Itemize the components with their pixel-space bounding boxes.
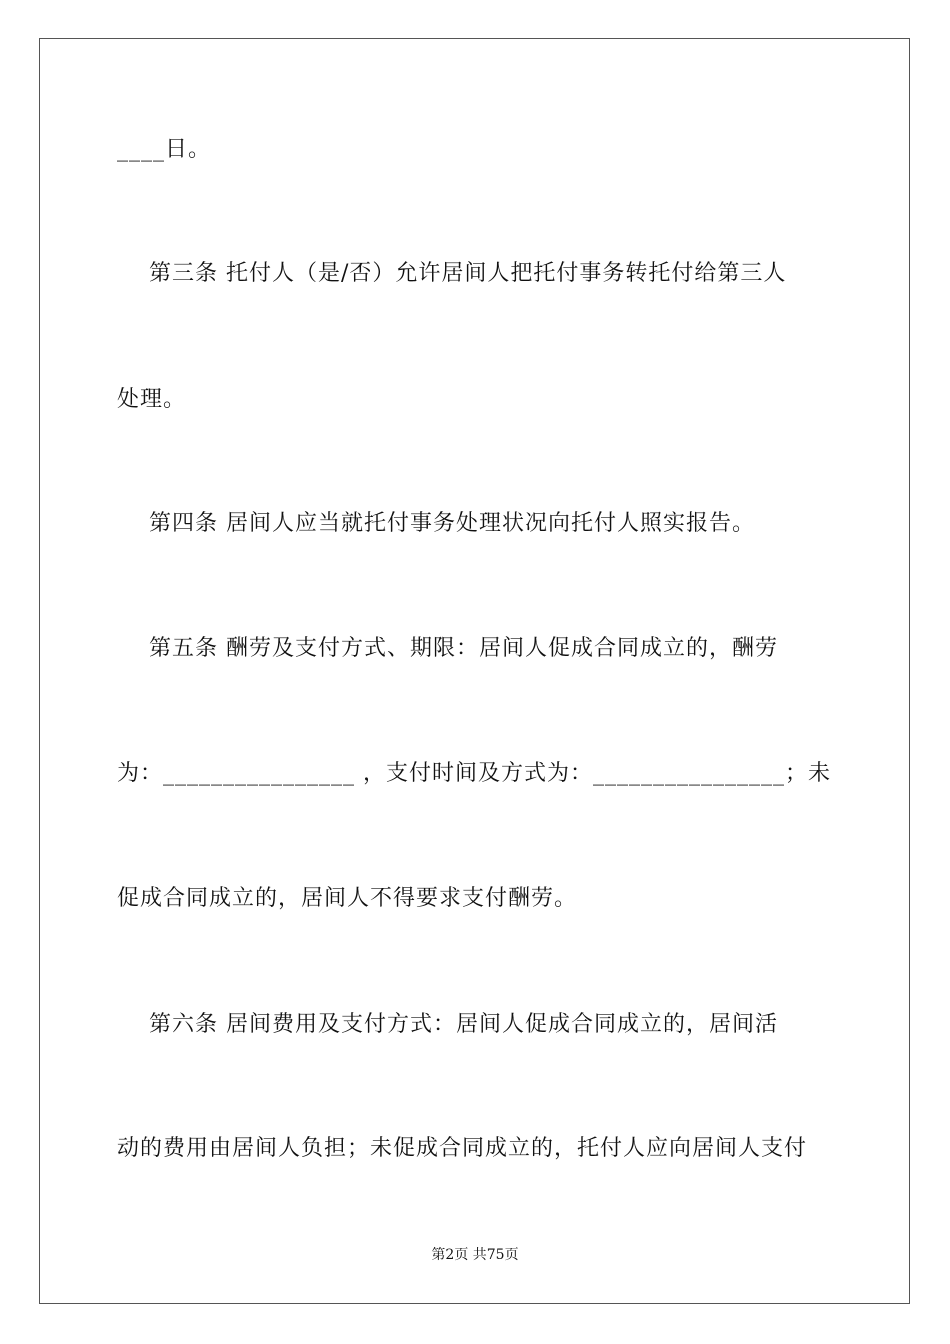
- text-line-3: 处理。: [117, 387, 187, 412]
- text-line-9: 动的费用由居间人负担；未促成合同成立的，托付人应向居间人支付: [117, 1136, 808, 1161]
- text-line-2: 第三条 托付人（是/否）允许居间人把托付事务转托付给第三人: [117, 261, 787, 286]
- text-line-7: 促成合同成立的，居间人不得要求支付酬劳。: [117, 886, 578, 911]
- text-line-6: 为：________________ ，支付时间及方式为：________________；未: [117, 761, 831, 786]
- page-border: [39, 38, 910, 1304]
- text-line-1: ____日。: [117, 137, 212, 162]
- page-number: 第2页 共75页: [431, 1247, 519, 1263]
- text-line-8: 第六条 居间费用及支付方式：居间人促成合同成立的，居间活: [117, 1012, 778, 1037]
- text-line-4: 第四条 居间人应当就托付事务处理状况向托付人照实报告。: [117, 511, 755, 536]
- text-line-5: 第五条 酬劳及支付方式、期限：居间人促成合同成立的，酬劳: [117, 636, 778, 661]
